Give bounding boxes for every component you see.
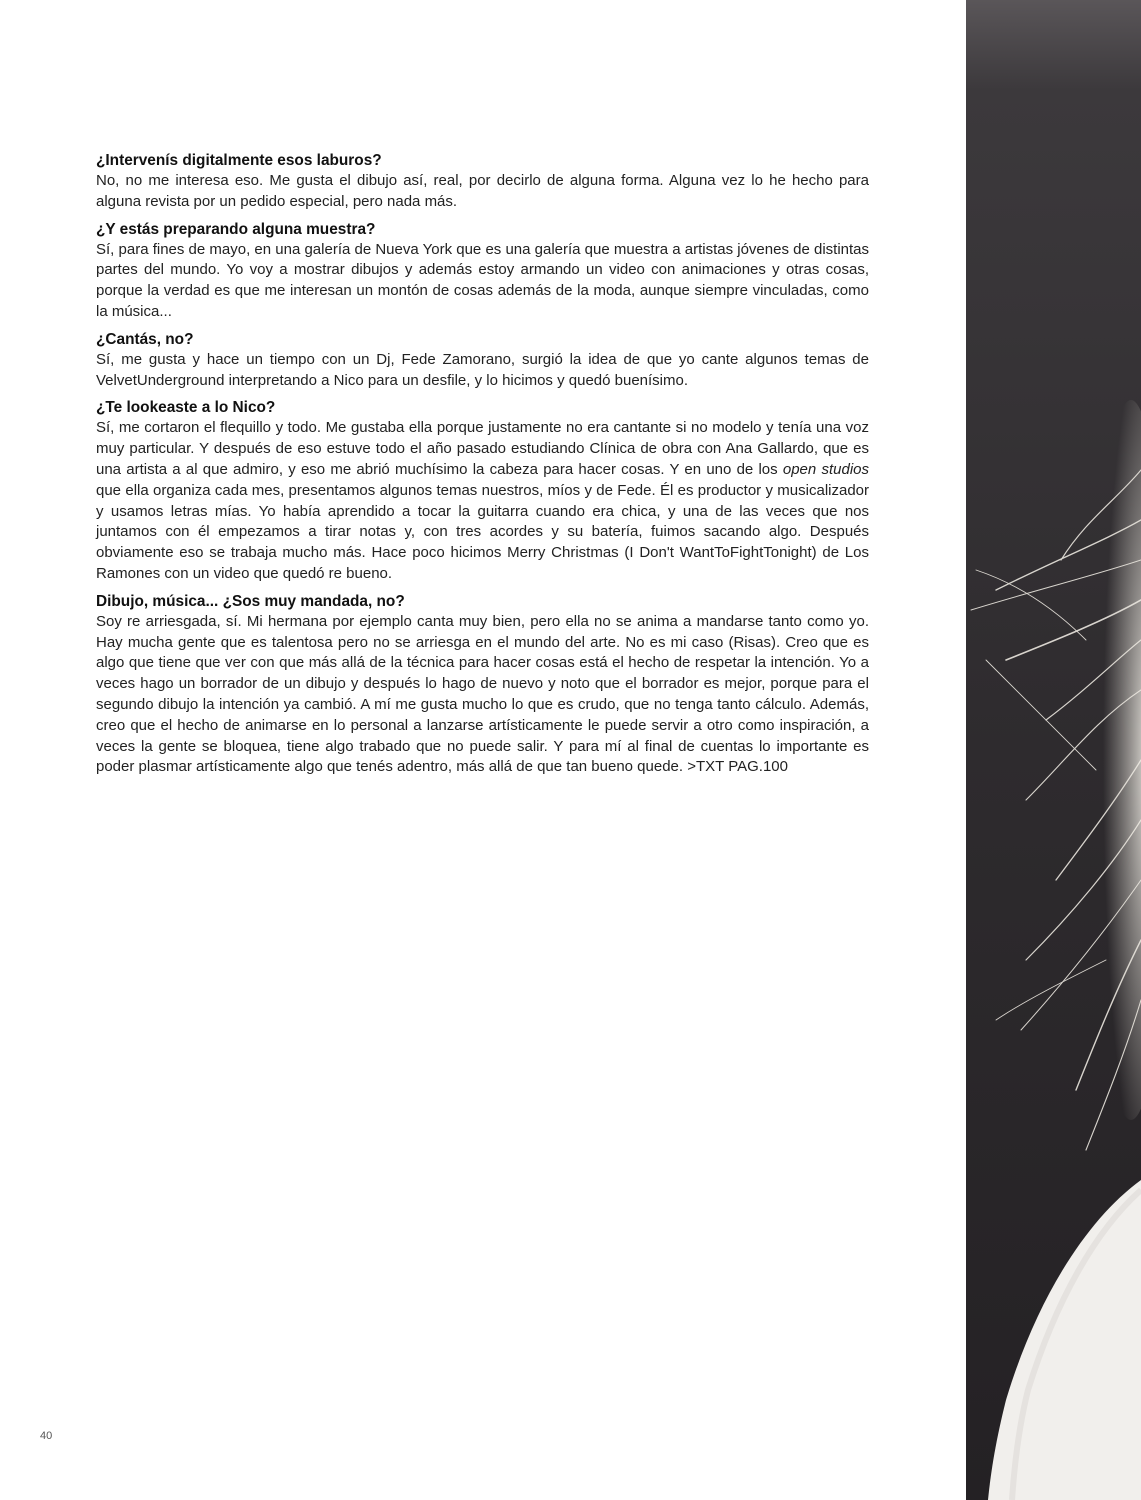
page-number: 40 [40,1430,53,1442]
answer-text: que ella organiza cada mes, presentamos algunos temas nuestros, míos y de Fede. Él es productor y musicalizador y usamos letras mías. Yo había aprendido a tocar la guitarra cuando era chica, y una de las veces que nos juntamos con él empezamos a tirar notas y, con tres acordes y su batería, fuimos sacando algo. Después obviamente eso se trabaja mucho más. Hace poco hicimos Merry Christmas (I Don't WantToFightTonight) de Los Ramones con un video que quedó re bueno. [96,481,869,582]
question-heading: ¿Intervenís digitalmente esos laburos? [96,152,382,169]
answer-paragraph: Soy re arriesgada, sí. Mi hermana por ejemplo canta muy bien, pero ella no se anima a mandarse tanto como yo. Hay mucha gente que es talentosa pero no se arriesga en el mundo del arte. No es mi caso (Risas). Creo que es algo que tiene que ver con que más allá de la técnica para hacer cosas está el hecho de respetar la intención. Yo a veces hago un borrador de un dibujo y después lo hago de nuevo y noto que el borrador es mejor, porque para el segundo dibujo la intención ya cambió. A mí me gusta mucho lo que es crudo, que no tenga tanto cálculo. Además, creo que el hecho de animarse en lo personal a lanzarse artísticamente le puede servir a otro como inspiración, a veces la gente se bloquea, tiene algo trabado que no puede salir. Y para mí al final de cuentas lo importante es poder plasmar artísticamente algo que tenés adentro, más allá de que tan bueno quede. >TXT PAG.100 [96,612,869,776]
article-body [96,150,869,784]
question-heading: Dibujo, música... ¿Sos muy mandada, no? [96,592,405,610]
portrait-photo [966,0,1141,1500]
question-heading: ¿Y estás preparando alguna muestra? [96,220,376,238]
answer-paragraph: Sí, me gusta y hace un tiempo con un Dj, Fede Zamorano, surgió la idea de que yo cante algunos temas de VelvetUnderground interpretando a Nico para un desfile, y lo hicimos y quedó buenísimo. [96,350,869,389]
qa-block-5 [96,591,869,778]
qa-block-3 [96,329,869,392]
question-heading: ¿Cantás, no? [96,330,194,348]
qa-block-2 [96,219,869,323]
qa-block-4 [96,397,869,584]
answer-paragraph: No, no me interesa eso. Me gusta el dibujo así, real, por decirlo de alguna forma. Alguna vez lo he hecho para alguna revista por un pedido especial, pero nada más. [96,172,869,210]
question-heading: ¿Te lookeaste a lo Nico? [96,399,276,417]
answer-text: Sí, me cortaron el flequillo y todo. Me gustaba ella porque justamente no era cantante si no modelo y tenía una voz muy particular. Y después de eso estuve todo el año pasado estudiando Clínica de obra con Ana Gallardo, que es una artista a al que admiro, y eso me abrió muchísimo la cabeza para hacer cosas. Y en uno de los [96,419,869,478]
qa-block-1 [96,150,869,213]
answer-italic-text: open studios [782,460,869,478]
answer-paragraph [96,418,869,584]
answer-paragraph: Sí, para fines de mayo, en una galería de Nueva York que es una galería que muestra a artistas jóvenes de distintas partes del mundo. Yo voy a mostrar dibujos y además estoy armando un video con animaciones y otras cosas, porque la verdad es que me interesan un montón de cosas además de la moda, aunque siempre vinculadas, como la música... [96,240,869,320]
